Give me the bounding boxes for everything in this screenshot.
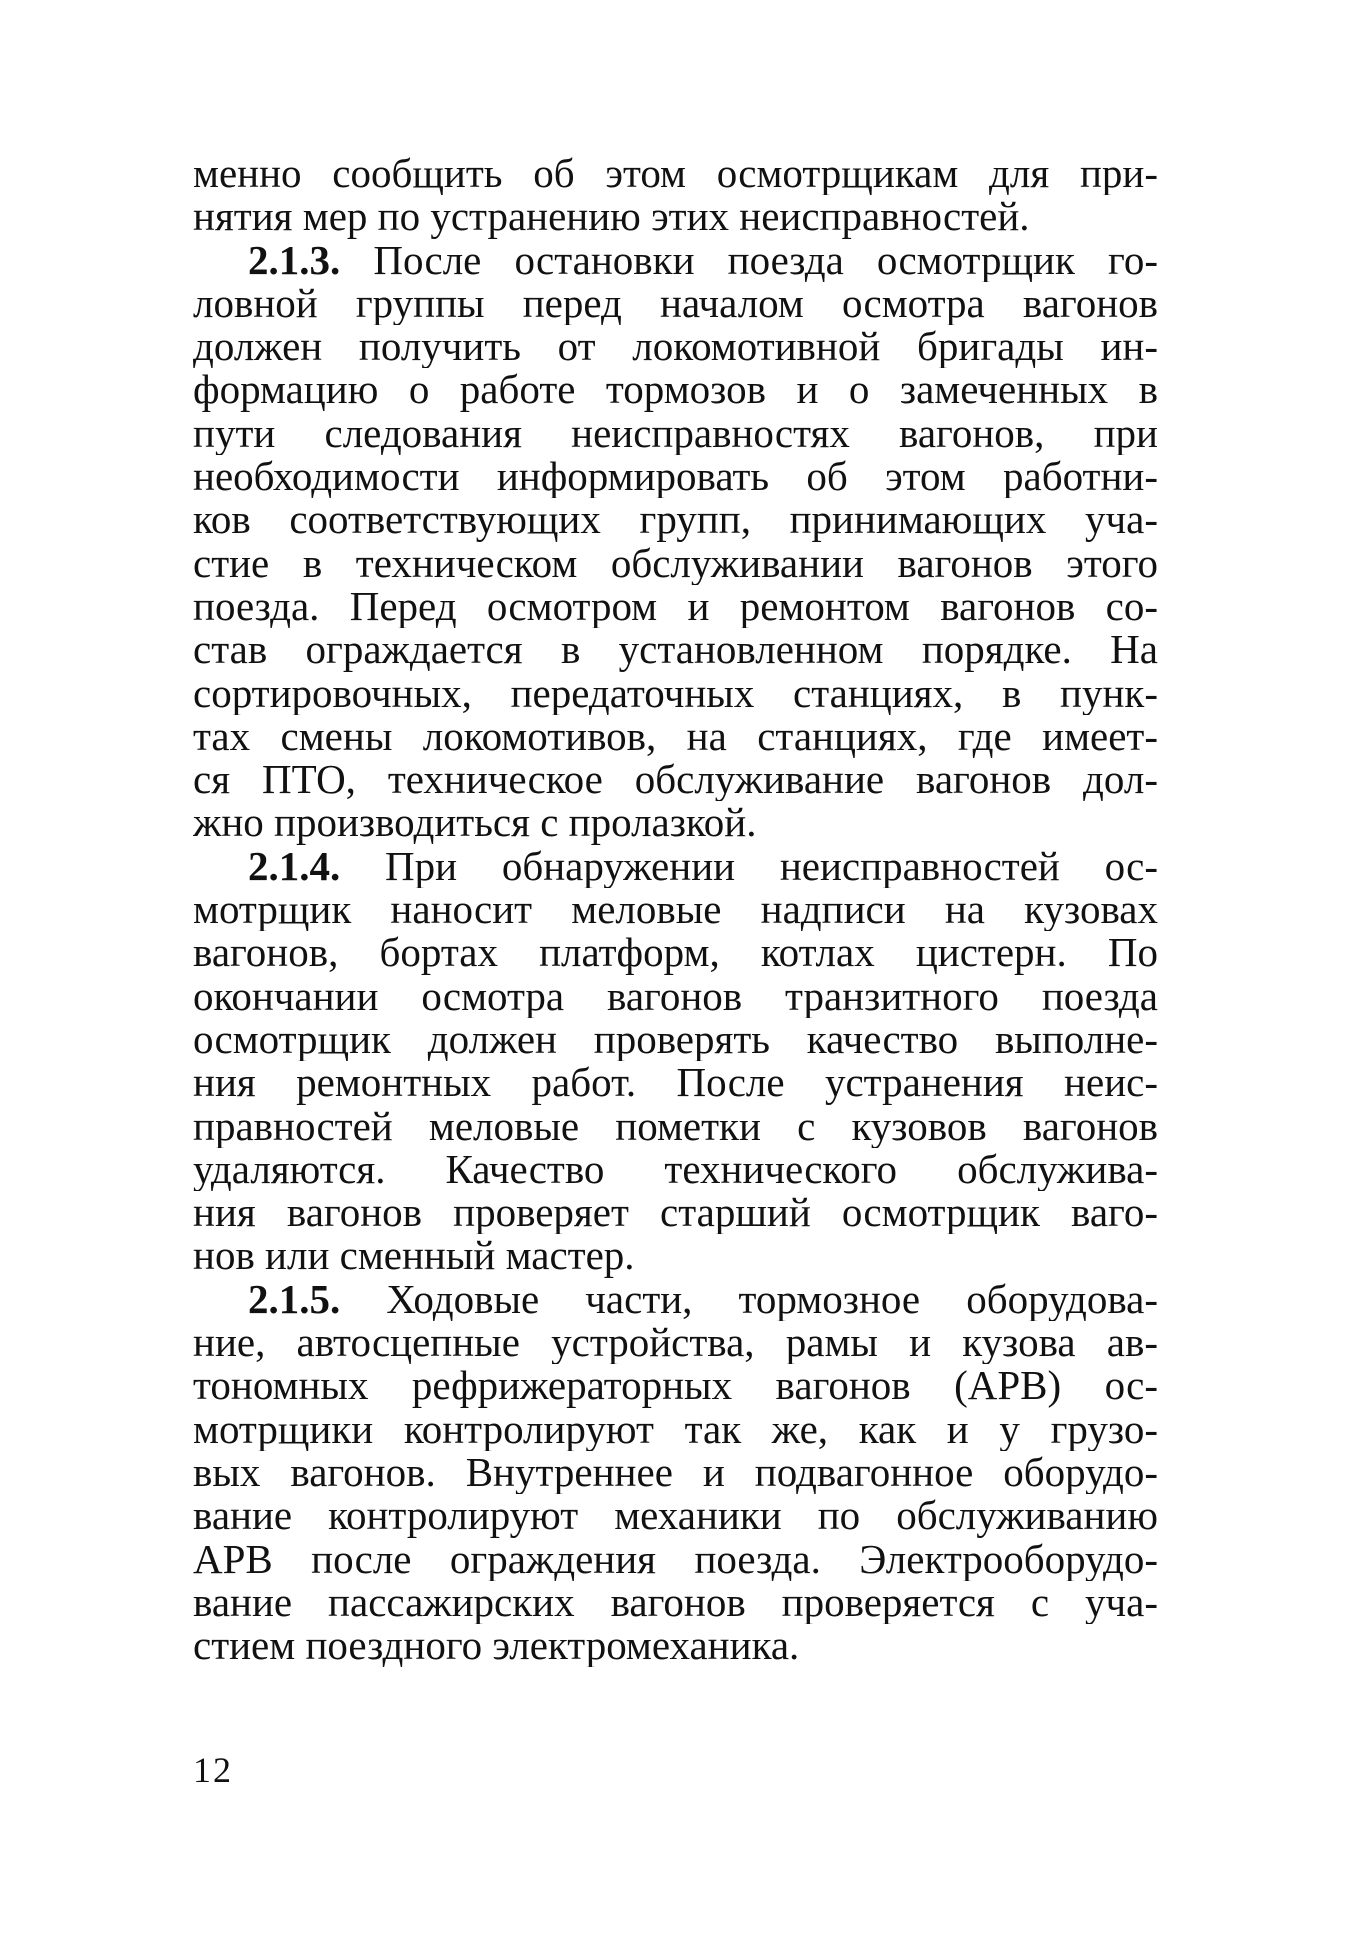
page-number: 12 [193, 1750, 233, 1790]
text-line: При обнаружении неисправностей ос- [340, 844, 1158, 889]
clause-number: 2.1.5. [248, 1277, 341, 1322]
text-line: мотрщики контролируют так же, как и у грузо- [193, 1407, 1158, 1451]
text-line: вых вагонов. Внутреннее и подвагонное оборудо- [193, 1450, 1158, 1495]
text-line: ся ПТО, техническое обслуживание вагонов дол- [193, 758, 1158, 802]
text-line: Ходовые части, тормозное оборудова- [340, 1277, 1158, 1322]
text-line: ков соответствующих групп, принимающих уча- [193, 498, 1158, 542]
text-line: окончании осмотра вагонов транзитного поезда [193, 974, 1158, 1018]
text-line: нятия мер по устранению этих неисправностей. [193, 195, 1030, 239]
text-line: нов или сменный мастер. [193, 1234, 635, 1278]
text-line: вание контролируют механики по обслуживанию [193, 1494, 1158, 1538]
text-line: поезда. Перед осмотром и ремонтом вагонов со- [193, 584, 1158, 629]
text-line: сортировочных, передаточных станциях, в пунк- [193, 671, 1158, 715]
text-line: формацию о работе тормозов и о замеченных в [193, 368, 1158, 412]
text-line: осмотрщик должен проверять качество выполне- [193, 1017, 1158, 1062]
clause-number: 2.1.4. [248, 844, 341, 889]
text-line: пути следования неисправностях вагонов, при [193, 411, 1158, 456]
text-line: ния вагонов проверяет старший осмотрщик ваго- [193, 1191, 1158, 1235]
text-line: став ограждается в установленном порядке. На [193, 628, 1158, 672]
text-line: стие в техническом обслуживании вагонов этого [193, 541, 1158, 585]
text-line: вание пассажирских вагонов проверяется с уча- [193, 1580, 1158, 1625]
clause-2-1-4-first-line [193, 845, 1158, 888]
text-line: правностей меловые пометки с кузовов вагонов [193, 1104, 1158, 1148]
clause-2-1-5-first-line [193, 1278, 1158, 1321]
text-line: мотрщик наносит меловые надписи на кузовах [193, 888, 1158, 932]
text-line: тах смены локомотивов, на станциях, где имеет- [193, 714, 1158, 759]
clause-2-1-3-first-line [193, 239, 1158, 282]
text-line: ния ремонтных работ. После устранения неис- [193, 1061, 1158, 1105]
text-line: необходимости информировать об этом работни- [193, 455, 1158, 499]
text-line: ние, автосцепные устройства, рамы и кузова ав- [193, 1321, 1158, 1365]
text-line: удаляются. Качество технического обслужива- [193, 1147, 1158, 1192]
body-text [193, 152, 1158, 1667]
text-line: вагонов, бортах платформ, котлах цистерн. По [193, 931, 1158, 975]
text-line: должен получить от локомотивной бригады ин- [193, 325, 1158, 369]
text-line: АРВ после ограждения поезда. Электрооборудо- [193, 1537, 1158, 1581]
text-line: жно производиться с пролазкой. [193, 801, 757, 845]
text-line: менно сообщить об этом осмотрщикам для при- [193, 152, 1158, 196]
clause-number: 2.1.3. [248, 238, 341, 282]
text-line: стием поездного электромеханика. [193, 1624, 800, 1668]
text-line: тономных рефрижераторных вагонов (АРВ) ос- [193, 1364, 1158, 1408]
text-line: ловной группы перед началом осмотра вагонов [193, 281, 1158, 326]
text-line: После остановки поезда осмотрщик го- [340, 238, 1158, 282]
